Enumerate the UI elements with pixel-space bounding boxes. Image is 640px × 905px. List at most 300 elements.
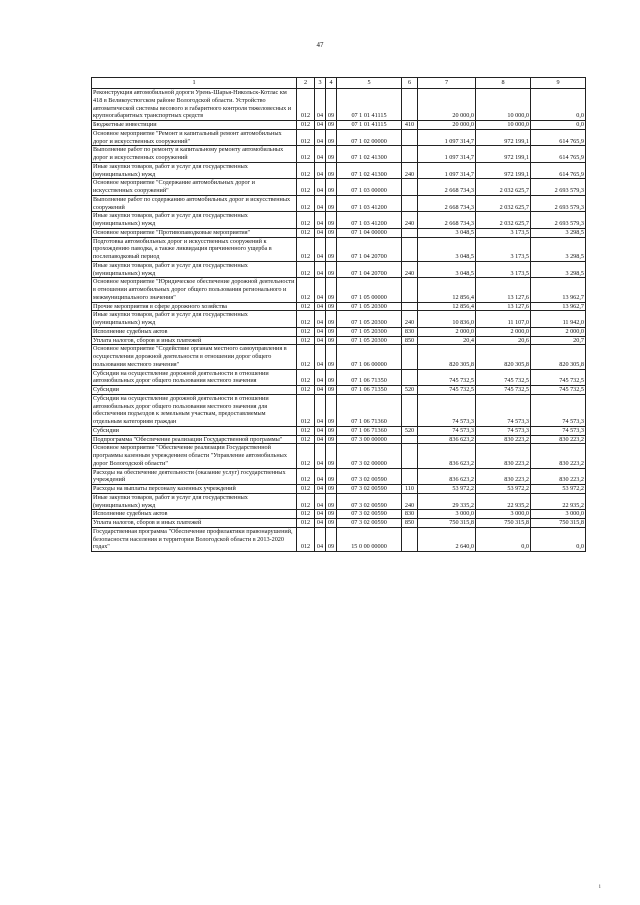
- row-amount-3: 11 942,0: [531, 311, 586, 328]
- row-amount-2: 830 223,2: [476, 435, 531, 444]
- row-ministry-code: 012: [297, 179, 315, 196]
- row-amount-2: 2 032 625,7: [476, 212, 531, 229]
- table-row: [92, 311, 586, 328]
- table-row: [92, 121, 586, 130]
- row-expense-type: [402, 129, 418, 146]
- row-subsection-code: 09: [326, 369, 337, 386]
- row-amount-2: 830 223,2: [476, 468, 531, 485]
- row-target-code: 07 1 03 41200: [337, 195, 402, 212]
- row-amount-3: 2 000,0: [531, 327, 586, 336]
- row-name: Расходы на выплаты персоналу казенных учреждений: [92, 485, 297, 494]
- row-amount-2: 74 573,3: [476, 394, 531, 426]
- row-name: Основное мероприятие "Противопаводковые мероприятия": [92, 228, 297, 237]
- row-name: Иные закупки товаров, работ и услуг для государственных (муниципальных) нужд: [92, 212, 297, 229]
- row-amount-2: 10 000,0: [476, 121, 531, 130]
- row-expense-type: [402, 237, 418, 261]
- table-row: [92, 444, 586, 468]
- row-expense-type: [402, 345, 418, 369]
- table-row: [92, 493, 586, 510]
- row-expense-type: 240: [402, 162, 418, 179]
- row-ministry-code: 012: [297, 261, 315, 278]
- row-name: Основное мероприятие "Содействие органам местного самоуправления в осуществлении дорожной деятельности в отношении дорог общего пользования местного значения": [92, 345, 297, 369]
- row-subsection-code: 09: [326, 129, 337, 146]
- row-amount-3: 750 315,8: [531, 519, 586, 528]
- header-cell: 2: [297, 78, 315, 89]
- row-subsection-code: 09: [326, 386, 337, 395]
- row-amount-2: 745 732,5: [476, 386, 531, 395]
- table-row: [92, 327, 586, 336]
- row-ministry-code: 012: [297, 394, 315, 426]
- row-name: Подготовка автомобильных дорог и искусственных сооружений к прохождению паводка, а также ликвидация причиненного ущерба в послепаводковый период: [92, 237, 297, 261]
- row-name: Исполнение судебных актов: [92, 327, 297, 336]
- row-amount-2: 20,6: [476, 336, 531, 345]
- row-ministry-code: 012: [297, 162, 315, 179]
- row-amount-1: 20 000,0: [418, 121, 476, 130]
- row-amount-1: 74 573,3: [418, 394, 476, 426]
- row-target-code: 07 1 02 41300: [337, 162, 402, 179]
- row-expense-type: [402, 179, 418, 196]
- row-amount-1: 12 856,4: [418, 278, 476, 302]
- row-expense-type: 520: [402, 426, 418, 435]
- row-ministry-code: 012: [297, 468, 315, 485]
- row-expense-type: [402, 278, 418, 302]
- row-expense-type: 410: [402, 121, 418, 130]
- row-subsection-code: 09: [326, 468, 337, 485]
- row-subsection-code: 09: [326, 162, 337, 179]
- row-amount-2: 2 032 625,7: [476, 179, 531, 196]
- row-amount-1: 750 315,8: [418, 519, 476, 528]
- row-amount-2: 750 315,8: [476, 519, 531, 528]
- table-row: [92, 129, 586, 146]
- table-row: [92, 510, 586, 519]
- row-ministry-code: 012: [297, 369, 315, 386]
- row-section-code: 04: [315, 510, 326, 519]
- row-amount-3: 3 298,5: [531, 237, 586, 261]
- row-target-code: 07 1 04 20700: [337, 261, 402, 278]
- row-name: Реконструкция автомобильной дороги Урень-Шарья-Никольск-Котлас км 418 в Великоустюгском районе Вологодской области. Устройство автоматической системы весового и габаритного контроля тяжеловесных и крупногабаритных транспортных средств: [92, 89, 297, 121]
- row-target-code: 15 0 00 00000: [337, 527, 402, 551]
- row-ministry-code: 012: [297, 302, 315, 311]
- row-name: Основное мероприятие "Юридическое обеспечение дорожной деятельности в отношении автомобильных дорог общего пользования регионального и межмуниципального значения": [92, 278, 297, 302]
- row-amount-1: 2 000,0: [418, 327, 476, 336]
- table-body: [92, 89, 586, 552]
- row-section-code: 04: [315, 129, 326, 146]
- table-row: [92, 394, 586, 426]
- table-row: [92, 237, 586, 261]
- table-row: [92, 426, 586, 435]
- row-subsection-code: 09: [326, 336, 337, 345]
- row-target-code: 07 1 06 71350: [337, 369, 402, 386]
- row-name: Подпрограмма "Обеспечение реализации Государственной программы": [92, 435, 297, 444]
- row-amount-3: 2 693 579,3: [531, 212, 586, 229]
- row-ministry-code: 012: [297, 426, 315, 435]
- row-section-code: 04: [315, 195, 326, 212]
- row-amount-3: 53 972,2: [531, 485, 586, 494]
- table-row: [92, 146, 586, 163]
- row-subsection-code: 09: [326, 89, 337, 121]
- row-target-code: 07 1 05 00000: [337, 278, 402, 302]
- row-target-code: 07 3 00 00000: [337, 435, 402, 444]
- row-amount-1: 836 623,2: [418, 444, 476, 468]
- row-ministry-code: 012: [297, 435, 315, 444]
- row-target-code: 07 1 05 20300: [337, 327, 402, 336]
- row-amount-1: 820 305,8: [418, 345, 476, 369]
- row-ministry-code: 012: [297, 386, 315, 395]
- row-amount-3: 13 962,7: [531, 278, 586, 302]
- row-section-code: 04: [315, 89, 326, 121]
- row-amount-1: 12 856,4: [418, 302, 476, 311]
- row-amount-2: 972 199,1: [476, 146, 531, 163]
- row-amount-3: 0,0: [531, 527, 586, 551]
- row-amount-1: 836 623,2: [418, 435, 476, 444]
- row-name: Иные закупки товаров, работ и услуг для государственных (муниципальных) нужд: [92, 162, 297, 179]
- row-target-code: 07 1 04 00000: [337, 228, 402, 237]
- row-subsection-code: 09: [326, 394, 337, 426]
- row-target-code: 07 3 02 00590: [337, 468, 402, 485]
- row-section-code: 04: [315, 468, 326, 485]
- row-expense-type: 240: [402, 311, 418, 328]
- row-target-code: 07 1 06 00000: [337, 345, 402, 369]
- row-amount-2: 972 199,1: [476, 162, 531, 179]
- row-expense-type: [402, 369, 418, 386]
- row-section-code: 04: [315, 162, 326, 179]
- header-cell: 3: [315, 78, 326, 89]
- row-subsection-code: 09: [326, 493, 337, 510]
- table-row: [92, 468, 586, 485]
- row-target-code: 07 3 02 00590: [337, 493, 402, 510]
- row-amount-2: 53 972,2: [476, 485, 531, 494]
- row-expense-type: 830: [402, 510, 418, 519]
- header-row: [92, 78, 586, 89]
- row-section-code: 04: [315, 327, 326, 336]
- row-subsection-code: 09: [326, 345, 337, 369]
- row-target-code: 07 3 02 00590: [337, 510, 402, 519]
- row-amount-3: 74 573,3: [531, 426, 586, 435]
- header-cell: 8: [476, 78, 531, 89]
- row-section-code: 04: [315, 146, 326, 163]
- page-number: 47: [316, 41, 324, 49]
- row-target-code: 07 1 04 20700: [337, 237, 402, 261]
- table-row: [92, 212, 586, 229]
- row-target-code: 07 3 02 00590: [337, 519, 402, 528]
- table-row: [92, 195, 586, 212]
- row-subsection-code: 09: [326, 311, 337, 328]
- table-row: [92, 162, 586, 179]
- table-row: [92, 485, 586, 494]
- row-subsection-code: 09: [326, 444, 337, 468]
- row-amount-2: 972 199,1: [476, 129, 531, 146]
- row-section-code: 04: [315, 228, 326, 237]
- row-name: Субсидии на осуществление дорожной деятельности в отношении автомобильных дорог общего пользования местного значения: [92, 369, 297, 386]
- row-amount-2: 3 173,5: [476, 261, 531, 278]
- row-section-code: 04: [315, 311, 326, 328]
- row-name: Субсидии: [92, 386, 297, 395]
- row-amount-3: 2 693 579,3: [531, 195, 586, 212]
- row-section-code: 04: [315, 519, 326, 528]
- row-target-code: 07 1 02 00000: [337, 129, 402, 146]
- row-target-code: 07 1 01 41115: [337, 89, 402, 121]
- row-amount-3: 3 298,5: [531, 228, 586, 237]
- row-amount-2: 13 127,6: [476, 302, 531, 311]
- row-amount-3: 3 298,5: [531, 261, 586, 278]
- table-row: [92, 336, 586, 345]
- row-section-code: 04: [315, 212, 326, 229]
- row-target-code: 07 1 05 20300: [337, 311, 402, 328]
- row-expense-type: [402, 195, 418, 212]
- row-amount-1: 20 000,0: [418, 89, 476, 121]
- row-target-code: 07 1 03 41200: [337, 212, 402, 229]
- row-name: Бюджетные инвестиции: [92, 121, 297, 130]
- row-section-code: 04: [315, 278, 326, 302]
- row-ministry-code: 012: [297, 121, 315, 130]
- row-amount-3: 614 765,9: [531, 162, 586, 179]
- row-amount-2: 820 305,8: [476, 345, 531, 369]
- row-ministry-code: 012: [297, 311, 315, 328]
- row-expense-type: [402, 302, 418, 311]
- row-section-code: 04: [315, 121, 326, 130]
- row-amount-1: 1 097 314,7: [418, 146, 476, 163]
- row-amount-2: 22 935,2: [476, 493, 531, 510]
- row-target-code: 07 3 02 00590: [337, 485, 402, 494]
- row-amount-2: 10 000,0: [476, 89, 531, 121]
- row-section-code: 04: [315, 444, 326, 468]
- row-name: Государственная программа "Обеспечение профилактики правонарушений, безопасности населения и территории Вологодской области в 2013-2020 годах": [92, 527, 297, 551]
- row-section-code: 04: [315, 237, 326, 261]
- row-expense-type: [402, 394, 418, 426]
- table-row: [92, 345, 586, 369]
- row-amount-3: 0,0: [531, 121, 586, 130]
- row-name: Основное мероприятие "Ремонт и капитальный ремонт автомобильных дорог и искусственных сооружений": [92, 129, 297, 146]
- row-name: Иные закупки товаров, работ и услуг для государственных (муниципальных) нужд: [92, 311, 297, 328]
- row-target-code: 07 1 01 41115: [337, 121, 402, 130]
- row-amount-2: 0,0: [476, 527, 531, 551]
- row-amount-1: 53 972,2: [418, 485, 476, 494]
- row-expense-type: [402, 468, 418, 485]
- row-name: Иные закупки товаров, работ и услуг для государственных (муниципальных) нужд: [92, 493, 297, 510]
- row-section-code: 04: [315, 426, 326, 435]
- row-amount-3: 830 223,2: [531, 444, 586, 468]
- header-cell: 9: [531, 78, 586, 89]
- row-amount-1: 2 640,0: [418, 527, 476, 551]
- row-expense-type: [402, 228, 418, 237]
- row-section-code: 04: [315, 336, 326, 345]
- row-expense-type: 240: [402, 212, 418, 229]
- budget-table: [91, 77, 586, 552]
- row-subsection-code: 09: [326, 485, 337, 494]
- row-amount-2: 745 732,5: [476, 369, 531, 386]
- table-row: [92, 278, 586, 302]
- row-section-code: 04: [315, 435, 326, 444]
- row-amount-1: 3 048,5: [418, 228, 476, 237]
- row-amount-1: 3 000,0: [418, 510, 476, 519]
- row-section-code: 04: [315, 386, 326, 395]
- row-ministry-code: 012: [297, 89, 315, 121]
- row-amount-2: 2 000,0: [476, 327, 531, 336]
- row-amount-1: 3 048,5: [418, 261, 476, 278]
- row-amount-3: 74 573,3: [531, 394, 586, 426]
- table-row: [92, 386, 586, 395]
- row-name: Основное мероприятие "Содержание автомобильных дорог и искусственных сооружений": [92, 179, 297, 196]
- row-subsection-code: 09: [326, 261, 337, 278]
- row-ministry-code: 012: [297, 212, 315, 229]
- row-subsection-code: 09: [326, 179, 337, 196]
- row-amount-1: 10 836,0: [418, 311, 476, 328]
- row-target-code: 07 1 06 71350: [337, 386, 402, 395]
- table-row: [92, 519, 586, 528]
- row-subsection-code: 09: [326, 327, 337, 336]
- row-subsection-code: 09: [326, 527, 337, 551]
- row-subsection-code: 09: [326, 278, 337, 302]
- row-ministry-code: 012: [297, 485, 315, 494]
- table-row: [92, 261, 586, 278]
- row-amount-3: 614 765,9: [531, 146, 586, 163]
- row-amount-3: 22 935,2: [531, 493, 586, 510]
- row-name: Основное мероприятие "Обеспечение реализации Государственной программы казенным учреждением области "Управление автомобильных дорог Вологодской области": [92, 444, 297, 468]
- row-amount-1: 3 048,5: [418, 237, 476, 261]
- row-amount-1: 1 097 314,7: [418, 129, 476, 146]
- row-section-code: 04: [315, 394, 326, 426]
- row-subsection-code: 09: [326, 426, 337, 435]
- row-amount-3: 745 732,5: [531, 369, 586, 386]
- row-amount-2: 3 000,0: [476, 510, 531, 519]
- row-amount-2: 13 127,6: [476, 278, 531, 302]
- row-ministry-code: 012: [297, 228, 315, 237]
- table-row: [92, 302, 586, 311]
- row-amount-3: 830 223,2: [531, 435, 586, 444]
- row-target-code: 07 1 03 00000: [337, 179, 402, 196]
- row-target-code: 07 1 05 20300: [337, 302, 402, 311]
- row-section-code: 04: [315, 179, 326, 196]
- row-amount-3: 820 305,8: [531, 345, 586, 369]
- row-ministry-code: 012: [297, 327, 315, 336]
- row-name: Исполнение судебных актов: [92, 510, 297, 519]
- row-target-code: 07 1 06 71360: [337, 394, 402, 426]
- footer-mark: i: [599, 884, 601, 890]
- row-amount-1: 2 668 734,3: [418, 179, 476, 196]
- row-amount-1: 745 732,5: [418, 369, 476, 386]
- row-expense-type: 850: [402, 519, 418, 528]
- row-subsection-code: 09: [326, 519, 337, 528]
- row-amount-2: 3 173,5: [476, 228, 531, 237]
- row-subsection-code: 09: [326, 146, 337, 163]
- row-amount-1: 20,4: [418, 336, 476, 345]
- row-section-code: 04: [315, 485, 326, 494]
- row-ministry-code: 012: [297, 345, 315, 369]
- row-amount-2: 2 032 625,7: [476, 195, 531, 212]
- row-name: Прочие мероприятия в сфере дорожного хозяйства: [92, 302, 297, 311]
- row-expense-type: 240: [402, 493, 418, 510]
- row-amount-3: 745 732,5: [531, 386, 586, 395]
- row-amount-1: 1 097 314,7: [418, 162, 476, 179]
- row-amount-1: 74 573,3: [418, 426, 476, 435]
- row-amount-2: 74 573,3: [476, 426, 531, 435]
- row-ministry-code: 012: [297, 444, 315, 468]
- header-cell: 7: [418, 78, 476, 89]
- row-name: Выполнение работ по содержанию автомобильных дорог и искусственных сооружений: [92, 195, 297, 212]
- row-subsection-code: 09: [326, 435, 337, 444]
- row-ministry-code: 012: [297, 146, 315, 163]
- row-amount-3: 2 693 579,3: [531, 179, 586, 196]
- row-amount-1: 2 668 734,3: [418, 212, 476, 229]
- row-subsection-code: 09: [326, 212, 337, 229]
- row-amount-3: 614 765,9: [531, 129, 586, 146]
- row-amount-1: 745 732,5: [418, 386, 476, 395]
- row-expense-type: [402, 89, 418, 121]
- row-amount-3: 0,0: [531, 89, 586, 121]
- row-ministry-code: 012: [297, 527, 315, 551]
- row-ministry-code: 012: [297, 510, 315, 519]
- header-cell: 5: [337, 78, 402, 89]
- row-target-code: 07 3 02 00000: [337, 444, 402, 468]
- row-section-code: 04: [315, 527, 326, 551]
- row-target-code: 07 1 05 20300: [337, 336, 402, 345]
- row-section-code: 04: [315, 369, 326, 386]
- row-expense-type: 240: [402, 261, 418, 278]
- row-subsection-code: 09: [326, 302, 337, 311]
- row-amount-3: 20,7: [531, 336, 586, 345]
- row-expense-type: [402, 444, 418, 468]
- row-expense-type: 110: [402, 485, 418, 494]
- header-cell: 4: [326, 78, 337, 89]
- row-amount-1: 836 623,2: [418, 468, 476, 485]
- row-subsection-code: 09: [326, 195, 337, 212]
- row-target-code: 07 1 02 41300: [337, 146, 402, 163]
- table-row: [92, 527, 586, 551]
- row-ministry-code: 012: [297, 336, 315, 345]
- row-name: Иные закупки товаров, работ и услуг для государственных (муниципальных) нужд: [92, 261, 297, 278]
- row-expense-type: [402, 146, 418, 163]
- row-expense-type: 850: [402, 336, 418, 345]
- row-section-code: 04: [315, 493, 326, 510]
- header-cell: 1: [92, 78, 297, 89]
- row-amount-3: 3 000,0: [531, 510, 586, 519]
- row-ministry-code: 012: [297, 519, 315, 528]
- row-section-code: 04: [315, 302, 326, 311]
- row-expense-type: [402, 435, 418, 444]
- row-subsection-code: 09: [326, 237, 337, 261]
- row-amount-1: 2 668 734,3: [418, 195, 476, 212]
- row-amount-3: 830 223,2: [531, 468, 586, 485]
- row-subsection-code: 09: [326, 228, 337, 237]
- row-amount-1: 29 335,2: [418, 493, 476, 510]
- header-cell: 6: [402, 78, 418, 89]
- row-ministry-code: 012: [297, 129, 315, 146]
- row-expense-type: [402, 527, 418, 551]
- row-expense-type: 830: [402, 327, 418, 336]
- row-name: Выполнение работ по ремонту и капитальному ремонту автомобильных дорог и искусственных сооружений: [92, 146, 297, 163]
- row-amount-2: 830 223,2: [476, 444, 531, 468]
- row-ministry-code: 012: [297, 237, 315, 261]
- row-subsection-code: 09: [326, 121, 337, 130]
- row-name: Субсидии на осуществление дорожной деятельности в отношении автомобильных дорог общего пользования местного значения для обеспечения подъездов к земельным участкам, предоставляемым отдельным категориям граждан: [92, 394, 297, 426]
- table-row: [92, 89, 586, 121]
- row-section-code: 04: [315, 345, 326, 369]
- table-row: [92, 179, 586, 196]
- table-row: [92, 435, 586, 444]
- row-name: Расходы на обеспечение деятельности (оказание услуг) государственных учреждений: [92, 468, 297, 485]
- row-amount-2: 11 107,0: [476, 311, 531, 328]
- row-name: Субсидии: [92, 426, 297, 435]
- table-row: [92, 228, 586, 237]
- row-subsection-code: 09: [326, 510, 337, 519]
- row-name: Уплата налогов, сборов и иных платежей: [92, 336, 297, 345]
- row-section-code: 04: [315, 261, 326, 278]
- row-ministry-code: 012: [297, 195, 315, 212]
- row-amount-2: 3 173,5: [476, 237, 531, 261]
- row-ministry-code: 012: [297, 493, 315, 510]
- row-target-code: 07 1 06 71360: [337, 426, 402, 435]
- row-ministry-code: 012: [297, 278, 315, 302]
